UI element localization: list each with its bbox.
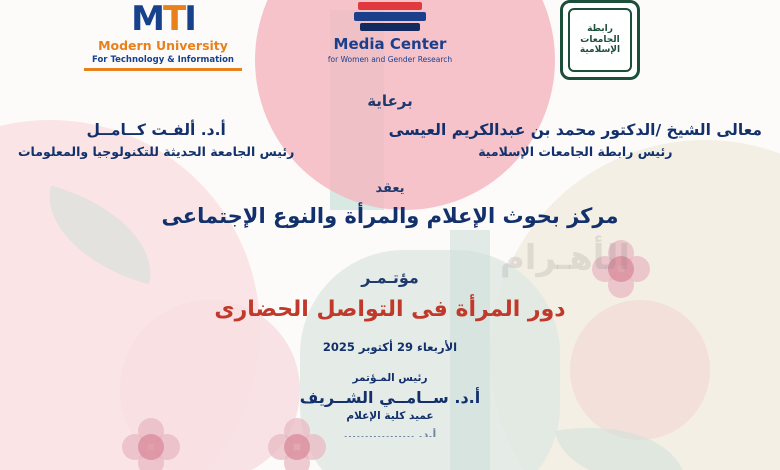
conference-title: دور المرأة فى التواصل الحضارى [214, 296, 566, 322]
chair-role: عميد كلية الإعلام [346, 409, 434, 422]
university-logo-subtitle: For Technology & Information [92, 55, 234, 65]
logo-row [0, 0, 780, 80]
university-logo-name: Modern University [98, 38, 228, 53]
patron-left-name: أ.د. ألفـت كــامــل [86, 121, 226, 139]
organizer-name: مركز بحوث الإعلام والمرأة والنوع الإجتماعى [161, 203, 619, 228]
university-logo [84, 2, 242, 71]
official-seal-icon [560, 0, 640, 80]
watermark: الأهـرام [499, 238, 630, 278]
chair-label: رئيس المـؤتمر [352, 371, 428, 384]
stacked-books-icon [354, 0, 426, 34]
chair-name: أ.د. ســامــي الشــريف [299, 387, 481, 407]
league-logo-seal-text: رابطة الجامعات الإسلامية [579, 24, 621, 56]
patron-right [389, 120, 762, 159]
university-logo-rule [84, 68, 242, 71]
media-center-logo-subtitle: for Women and Gender Research [327, 54, 453, 64]
patronage-names-row [0, 120, 780, 159]
patron-right-role: رئيس رابطة الجامعات الإسلامية [478, 143, 673, 159]
patronage-label: برعاية [367, 92, 413, 110]
footer-cut-text: أ.د. ................. [343, 427, 437, 437]
patron-left-role: رئيس الجامعة الحديثة للتكنولوجيا والمعلومات [18, 143, 295, 159]
patron-right-name: معالى الشيخ /الدكتور محمد بن عبدالكريم العيسى [388, 121, 762, 139]
university-logo-mark-highlight: T [162, 0, 185, 39]
organizer-label: يعقد [375, 180, 405, 196]
conference-date: الأربعاء 29 أكتوبر 2025 [322, 339, 458, 354]
league-logo [545, 0, 655, 80]
university-logo-mark: MTI [131, 0, 195, 39]
media-center-logo-title: Media Center [333, 35, 447, 53]
conference-word: مؤتـمـر [361, 267, 419, 287]
media-center-logo [290, 0, 490, 64]
patron-left [18, 120, 294, 159]
